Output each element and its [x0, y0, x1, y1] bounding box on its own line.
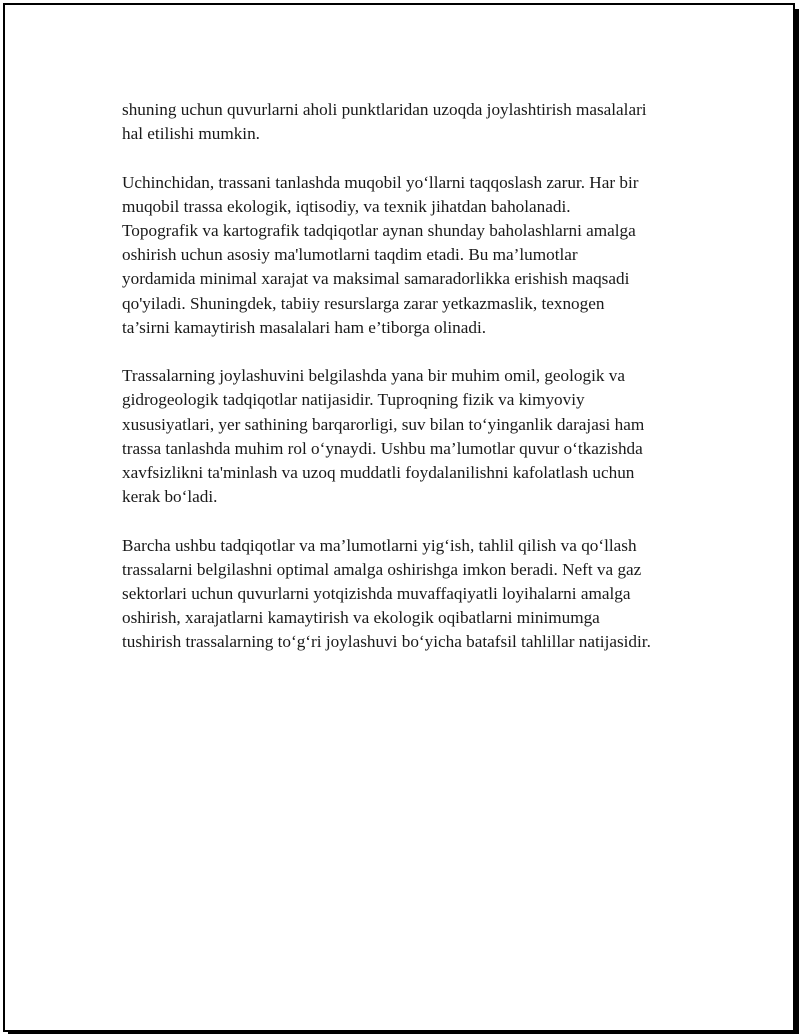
text-line: yordamida minimal xarajat va maksimal samaradorlikka erishish maqsadi: [122, 269, 630, 289]
text-line: Barcha ushbu tadqiqotlar va ma’lumotlarni yig‘ish, tahlil qilish va qo‘llash: [122, 535, 637, 555]
text-line: muqobil trassa ekologik, iqtisodiy, va texnik jihatdan baholanadi.: [122, 196, 571, 216]
text-line: oshirish uchun asosiy ma'lumotlarni taqdim etadi. Bu ma’lumotlar: [122, 245, 578, 265]
text-line: shuning uchun quvurlarni aholi punktlaridan uzoqda joylashtirish masalalari: [122, 100, 647, 119]
body-text: [122, 98, 707, 679]
text-line: trassalarni belgilashni optimal amalga oshirishga imkon beradi. Neft va gaz: [122, 559, 642, 579]
document-page: [3, 3, 795, 1032]
text-line: tushirish trassalarning to‘g‘ri joylashuvi bo‘yicha batafsil tahlillar natijasidir.: [122, 632, 651, 652]
text-line: Trassalarning joylashuvini belgilashda yana bir muhim omil, geologik va: [122, 366, 625, 386]
paragraph-1: [122, 98, 707, 146]
text-line: ta’sirni kamaytirish masalalari ham e’tiborga olinadi.: [122, 317, 487, 337]
text-line: hal etilishi mumkin.: [122, 124, 260, 144]
text-line: xususiyatlari, yer sathining barqarorligi, suv bilan to‘yinganlik darajasi ham: [122, 414, 645, 434]
text-line: sektorlari uchun quvurlarni yotqizishda muvaffaqiyatli loyihalarni amalga: [122, 584, 631, 604]
text-line: trassa tanlashda muhim rol o‘ynaydi. Ushbu ma’lumotlar quvur o‘tkazishda: [122, 438, 643, 458]
text-line: gidrogeologik tadqiqotlar natijasidir. Tuproqning fizik va kimyoviy: [122, 390, 585, 410]
text-line: xavfsizlikni ta'minlash va uzoq muddatli foydalanilishni kafolatlash uchun: [122, 463, 635, 483]
text-line: kerak bo‘ladi.: [122, 487, 218, 507]
text-line: oshirish, xarajatlarni kamaytirish va ekologik oqibatlarni minimumga: [122, 608, 600, 628]
text-line: qo'yiladi. Shuningdek, tabiiy resurslarga zarar yetkazmaslik, texnogen: [122, 293, 605, 313]
text-line: Topografik va kartografik tadqiqotlar aynan shunday baholashlarni amalga: [122, 221, 636, 240]
page-shadow: [8, 1030, 796, 1034]
text-line: Uchinchidan, trassani tanlashda muqobil yo‘llarni taqqoslash zarur. Har bir: [122, 172, 639, 192]
paragraph-4: [122, 534, 707, 655]
paragraph-3: [122, 364, 707, 509]
paragraph-2: [122, 171, 707, 340]
